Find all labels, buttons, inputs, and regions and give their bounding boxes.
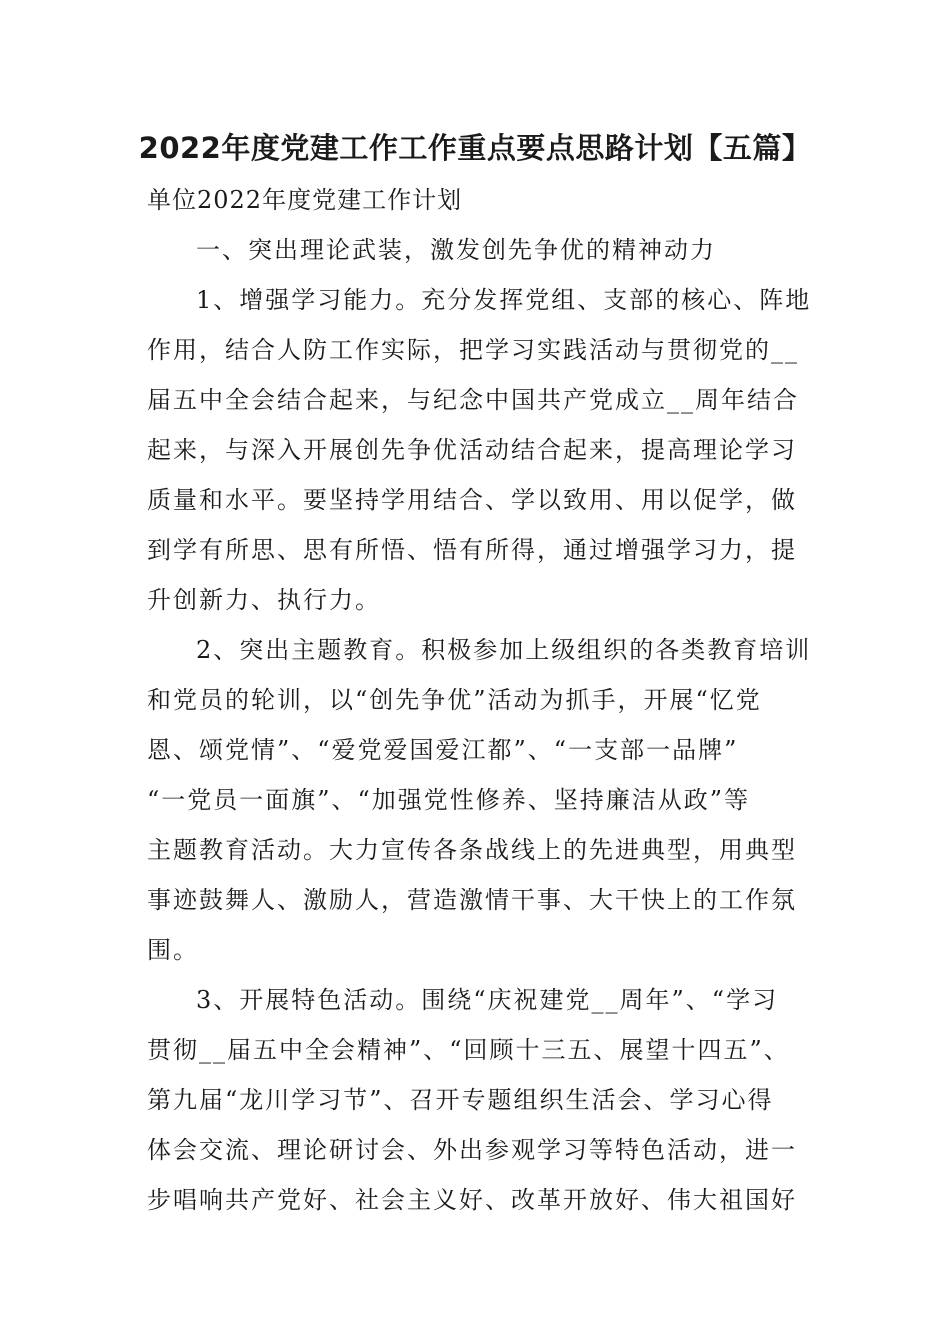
paragraph-line: 和党员的轮训，以“创先争优”活动为抓手，开展“忆党 [147,686,762,714]
paragraph-line: 3、开展特色活动。围绕“庆祝建党__周年”、“学习 [196,986,779,1014]
document-subtitle: 单位2022年度党建工作计划 [147,186,463,214]
paragraph-line: 届五中全会结合起来，与纪念中国共产党成立__周年结合 [147,386,799,414]
document-title: 2022年度党建工作工作重点要点思路计划【五篇】 [138,131,812,165]
paragraph-line: 1、增强学习能力。充分发挥党组、支部的核心、阵地 [196,286,812,314]
paragraph-line: 主题教育活动。大力宣传各条战线上的先进典型，用典型 [147,836,797,864]
paragraph-line: 贯彻__届五中全会精神”、“回顾十三五、展望十四五”、 [147,1036,790,1064]
paragraph-line: 起来，与深入开展创先争优活动结合起来，提高理论学习 [147,436,797,464]
paragraph-line: 作用，结合人防工作实际，把学习实践活动与贯彻党的__ [147,336,799,364]
paragraph-line: 体会交流、理论研讨会、外出参观学习等特色活动，进一 [147,1136,797,1164]
paragraph-line: 步唱响共产党好、社会主义好、改革开放好、伟大祖国好 [147,1186,797,1214]
paragraph-line: 围。 [147,936,199,964]
paragraph-line: 事迹鼓舞人、激励人，营造激情干事、大干快上的工作氛 [147,886,797,914]
paragraph-line: 2、突出主题教育。积极参加上级组织的各类教育培训 [196,636,812,664]
paragraph-line: 到学有所思、思有所悟、悟有所得，通过增强学习力，提 [147,536,797,564]
paragraph-line: 恩、颂党情”、“爱党爱国爱江都”、“一支部一品牌” [147,736,739,764]
paragraph-line: 升创新力、执行力。 [147,586,381,614]
paragraph-line: 质量和水平。要坚持学用结合、学以致用、用以促学，做 [147,486,797,514]
paragraph-line: 第九届“龙川学习节”、召开专题组织生活会、学习心得 [147,1086,774,1114]
paragraph-line: “一党员一面旗”、“加强党性修养、坚持廉洁从政”等 [147,786,751,814]
section-heading: 一、突出理论武装，激发创先争优的精神动力 [196,236,716,264]
